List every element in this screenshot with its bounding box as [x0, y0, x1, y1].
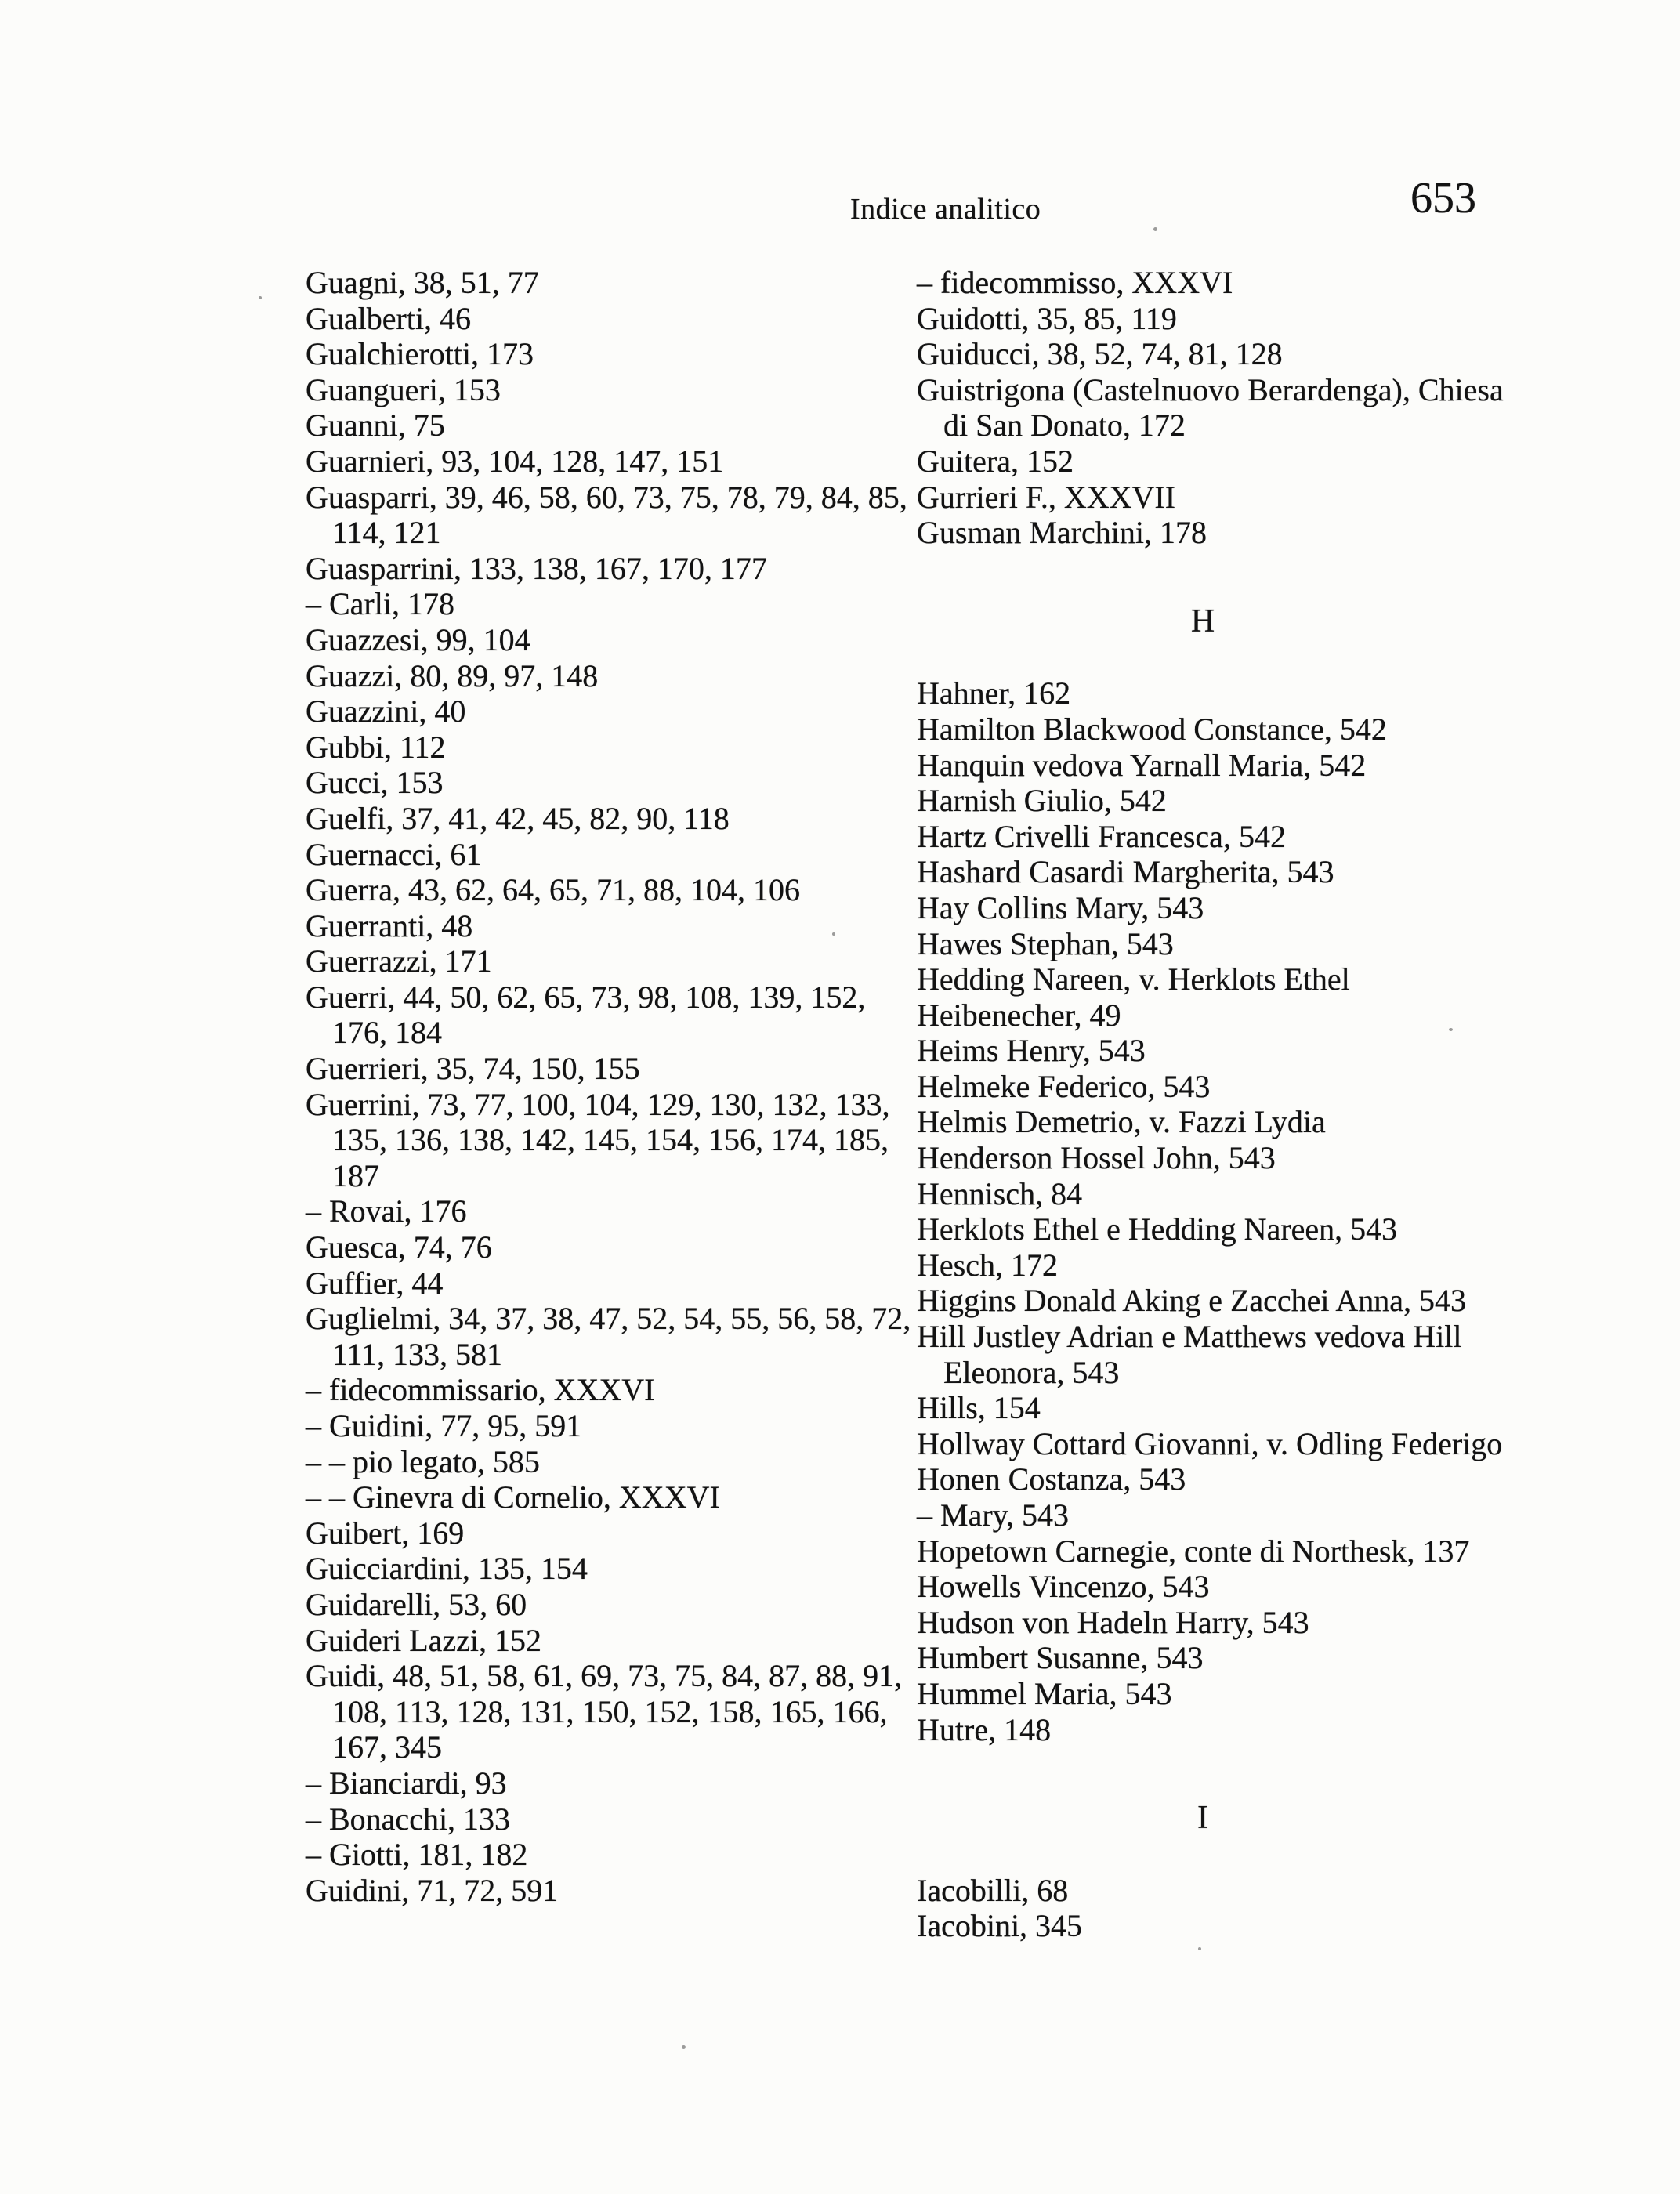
index-entry-line: Hollway Cottard Giovanni, v. Odling Federigo — [917, 1425, 1503, 1461]
index-entry-line: Harnish Giulio, 542 — [917, 783, 1167, 819]
index-entry-line: Hamilton Blackwood Constance, 542 — [917, 711, 1387, 747]
index-entry-line: Humbert Susanne, 543 — [917, 1640, 1204, 1676]
index-entry-line: Howells Vincenzo, 543 — [917, 1569, 1210, 1605]
index-entry-line: Hudson von Hadeln Harry, 543 — [917, 1604, 1309, 1640]
section-heading: H — [1190, 603, 1215, 639]
index-entry-line: – Guidini, 77, 95, 591 — [306, 1408, 582, 1443]
index-entry-line: Gucci, 153 — [306, 765, 444, 801]
scan-speck — [259, 296, 262, 299]
index-entry-line: Hesch, 172 — [917, 1247, 1058, 1283]
index-entry-line: Guidotti, 35, 85, 119 — [917, 300, 1177, 336]
index-entry-line: – Rovai, 176 — [306, 1193, 467, 1229]
index-entry-line: – Mary, 543 — [917, 1497, 1070, 1533]
index-entry-line: – – Ginevra di Cornelio, XXXVI — [306, 1479, 720, 1515]
index-entry-line: Heims Henry, 543 — [917, 1033, 1146, 1069]
index-entry-line: Guangueri, 153 — [306, 371, 501, 407]
index-entry-line: Herklots Ethel e Hedding Nareen, 543 — [917, 1211, 1398, 1247]
index-entry-line: Guitera, 152 — [917, 443, 1074, 479]
index-entry-line: Honen Costanza, 543 — [917, 1461, 1186, 1497]
index-entry-line: Guesca, 74, 76 — [306, 1229, 492, 1265]
index-entry-continuation-line: 108, 113, 128, 131, 150, 152, 158, 165, 166, — [332, 1693, 888, 1729]
index-entry-line: Hashard Casardi Margherita, 543 — [917, 854, 1334, 890]
index-entry-line: Hill Justley Adrian e Matthews vedova Hill — [917, 1319, 1462, 1355]
index-entry-line: – Carli, 178 — [306, 586, 454, 622]
index-entry-line: Guerrieri, 35, 74, 150, 155 — [306, 1051, 640, 1087]
index-entry-line: Hartz Crivelli Francesca, 542 — [917, 818, 1286, 854]
index-entry-line: Guidarelli, 53, 60 — [306, 1586, 527, 1622]
index-entry-line: Guerrini, 73, 77, 100, 104, 129, 130, 132, 133, — [306, 1086, 890, 1122]
index-entry-line: Guerra, 43, 62, 64, 65, 71, 88, 104, 106 — [306, 872, 801, 908]
index-entry-line: Guidi, 48, 51, 58, 61, 69, 73, 75, 84, 87, 88, 91, — [306, 1658, 903, 1694]
index-entry-line: Guidini, 71, 72, 591 — [306, 1872, 559, 1908]
index-entry-line: – – pio legato, 585 — [306, 1443, 540, 1479]
index-entry-continuation-line: 111, 133, 581 — [332, 1336, 503, 1372]
index-entry-line: Higgins Donald Aking e Zacchei Anna, 543 — [917, 1283, 1466, 1319]
index-entry-line: Guelfi, 37, 41, 42, 45, 82, 90, 118 — [306, 800, 730, 836]
index-entry-line: Hawes Stephan, 543 — [917, 925, 1174, 961]
index-entry-line: – Giotti, 181, 182 — [306, 1837, 528, 1873]
index-entry-line: Guiducci, 38, 52, 74, 81, 128 — [917, 336, 1283, 372]
index-entry-line: Iacobini, 345 — [917, 1908, 1083, 1944]
index-column-left — [306, 265, 911, 1908]
index-entry-line: Hills, 154 — [917, 1390, 1041, 1426]
index-entry-line: Gurrieri F., XXXVII — [917, 479, 1176, 515]
index-entry-line: Guazzesi, 99, 104 — [306, 621, 530, 657]
index-column-right — [917, 265, 1504, 1944]
index-entry-line: – Bonacchi, 133 — [306, 1801, 511, 1837]
index-entry-line: Hummel Maria, 543 — [917, 1675, 1172, 1711]
index-entry-line: Iacobilli, 68 — [917, 1872, 1069, 1908]
index-entry-line: Guernacci, 61 — [306, 836, 482, 872]
scan-speck — [832, 932, 835, 936]
scan-speck — [1153, 227, 1157, 231]
index-entry-line: – fidecommisso, XXXVI — [917, 265, 1233, 300]
page-number: 653 — [1410, 174, 1476, 223]
index-entry-continuation-line: 167, 345 — [332, 1729, 442, 1765]
index-entry-line: Guazzi, 80, 89, 97, 148 — [306, 657, 599, 693]
index-entry-line: Guibert, 169 — [306, 1515, 465, 1551]
index-entry-line: Guglielmi, 34, 37, 38, 47, 52, 54, 55, 56, 58, 72, — [306, 1301, 911, 1337]
index-entry-line: Guanni, 75 — [306, 407, 445, 444]
index-entry-line: Hopetown Carnegie, conte di Northesk, 137 — [917, 1533, 1470, 1569]
index-entry-continuation-line: di San Donato, 172 — [943, 407, 1186, 444]
index-entry-line: Helmeke Federico, 543 — [917, 1068, 1211, 1104]
index-entry-continuation-line: 135, 136, 138, 142, 145, 154, 156, 174, 185, — [332, 1122, 889, 1158]
index-entry-line: Gualchierotti, 173 — [306, 336, 534, 372]
index-entry-continuation-line: 176, 184 — [332, 1015, 442, 1051]
index-entry-line: Guasparrini, 133, 138, 167, 170, 177 — [306, 550, 767, 586]
scan-speck — [682, 2045, 686, 2049]
running-head-title: Indice analitico — [850, 193, 1041, 226]
index-entry-line: Guagni, 38, 51, 77 — [306, 265, 539, 300]
index-entry-line: Hedding Nareen, v. Herklots Ethel — [917, 961, 1350, 997]
index-entry-continuation-line: 114, 121 — [332, 515, 441, 551]
index-entry-line: Hutre, 148 — [917, 1711, 1052, 1747]
index-entry-line: Guerrazzi, 171 — [306, 943, 492, 979]
index-entry-line: Heibenecher, 49 — [917, 997, 1121, 1033]
index-entry-line: Guicciardini, 135, 154 — [306, 1551, 588, 1587]
index-entry-line: Guffier, 44 — [306, 1265, 444, 1301]
index-entry-line: Guideri Lazzi, 152 — [306, 1622, 541, 1658]
index-entry-line: Guerri, 44, 50, 62, 65, 73, 98, 108, 139, 152, — [306, 979, 866, 1015]
index-entry-line: Guerranti, 48 — [306, 907, 473, 943]
index-entry-line: Guarnieri, 93, 104, 128, 147, 151 — [306, 443, 724, 479]
index-entry-line: Henderson Hossel John, 543 — [917, 1140, 1276, 1176]
index-entry-line: – fidecommissario, XXXVI — [306, 1372, 655, 1408]
index-entry-continuation-line: 187 — [332, 1157, 379, 1193]
index-entry-line: Gubbi, 112 — [306, 729, 446, 765]
index-entry-line: Helmis Demetrio, v. Fazzi Lydia — [917, 1104, 1326, 1140]
scan-speck — [1198, 1947, 1201, 1950]
index-entry-continuation-line: Eleonora, 543 — [943, 1354, 1120, 1390]
index-entry-line: Gualberti, 46 — [306, 300, 472, 336]
index-entry-line: Hennisch, 84 — [917, 1175, 1083, 1211]
index-entry-line: Hay Collins Mary, 543 — [917, 889, 1204, 925]
index-entry-line: Gusman Marchini, 178 — [917, 515, 1207, 551]
index-entry-line: Hahner, 162 — [917, 675, 1071, 711]
index-entry-line: – Bianciardi, 93 — [306, 1765, 507, 1801]
index-entry-line: Hanquin vedova Yarnall Maria, 542 — [917, 747, 1367, 783]
scan-speck — [1449, 1028, 1453, 1031]
index-entry-line: Guistrigona (Castelnuovo Berardenga), Chiesa — [917, 371, 1504, 407]
section-heading: I — [1197, 1800, 1208, 1837]
index-entry-line: Guazzini, 40 — [306, 693, 466, 730]
index-entry-line: Guasparri, 39, 46, 58, 60, 73, 75, 78, 79, 84, 85, — [306, 479, 907, 515]
